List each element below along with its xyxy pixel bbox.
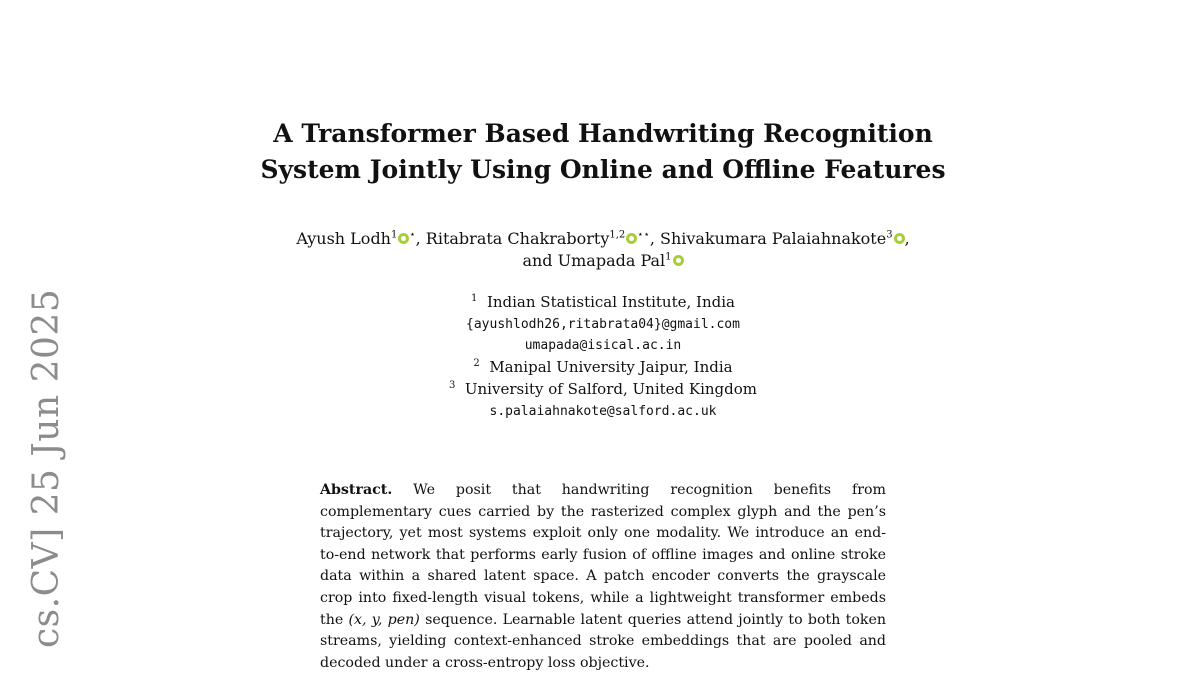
arxiv-side-stamp: cs.CV] 25 Jun 2025 — [26, 288, 67, 648]
affiliation-2: $^2$ Manipal University Jaipur, India — [473, 358, 733, 377]
orcid-icon[interactable] — [673, 255, 684, 266]
abstract-math: (x, y, pen) — [348, 611, 420, 628]
paper-title — [200, 116, 1006, 188]
author-affil-sup: 1,2 — [609, 229, 626, 241]
author-affil-sup: 3 — [886, 229, 893, 241]
affiliation-1-email-2[interactable]: umapada@isical.ac.in — [524, 338, 682, 354]
affiliation-1-email-1[interactable]: {ayushlodh26,ritabrata04}@gmail.com — [466, 316, 740, 332]
author-affil-sup: 1 — [390, 229, 398, 241]
orcid-icon[interactable] — [398, 233, 409, 244]
affiliations — [200, 292, 1006, 422]
author-name: and Umapada Pal — [522, 251, 666, 270]
abstract-label: Abstract. — [320, 482, 393, 498]
affiliation-3: $^3$ University of Salford, United Kingdom — [448, 379, 758, 398]
title-line-2: System Jointly Using Online and Offline Features — [260, 155, 946, 184]
abstract-paragraph — [320, 480, 886, 674]
author-line-1: Ayush Lodh$^1$ ⋆, Ritabrata Chakraborty$^{1,2}$ ⋆⋆, Shivakumara Palaiahnakote$^3$ , — [296, 229, 910, 248]
abstract-text-b: sequence. Learnable latent queries attend jointly to both token streams, yielding context-enhanced stroke embeddings that are pooled and decoded under a cross-entropy loss objective. — [320, 611, 886, 671]
author-line-2 — [200, 250, 1006, 272]
author-affil-sup: 1 — [665, 251, 672, 263]
author-name: Ayush Lodh — [296, 229, 391, 248]
author-name: Ritabrata Chakraborty — [425, 229, 610, 248]
affiliation-3-email[interactable]: s.palaiahnakote@salford.ac.uk — [489, 403, 717, 419]
orcid-icon[interactable] — [626, 233, 637, 244]
title-line-1: A Transformer Based Handwriting Recognition — [273, 119, 933, 148]
footnote-mark: ⋆ — [409, 229, 416, 241]
footnote-mark: ⋆⋆ — [637, 229, 650, 241]
affiliation-1: $^1$ Indian Statistical Institute, India — [471, 293, 735, 311]
abstract — [320, 480, 886, 674]
author-list — [200, 228, 1006, 272]
orcid-icon[interactable] — [894, 233, 905, 244]
author-name: Shivakumara Palaiahnakote — [659, 229, 887, 248]
abstract-text-a: We posit that handwriting recognition benefits from complementary cues carried by the rasterized complex glyph and the pen’s trajectory, yet most systems exploit only one modality. We introduce an end-to-end network that performs early fusion of offline images and online stroke data within a shared latent space. A patch encoder converts the grayscale crop into fixed-length visual tokens, while a lightweight transformer embeds the — [320, 482, 886, 628]
